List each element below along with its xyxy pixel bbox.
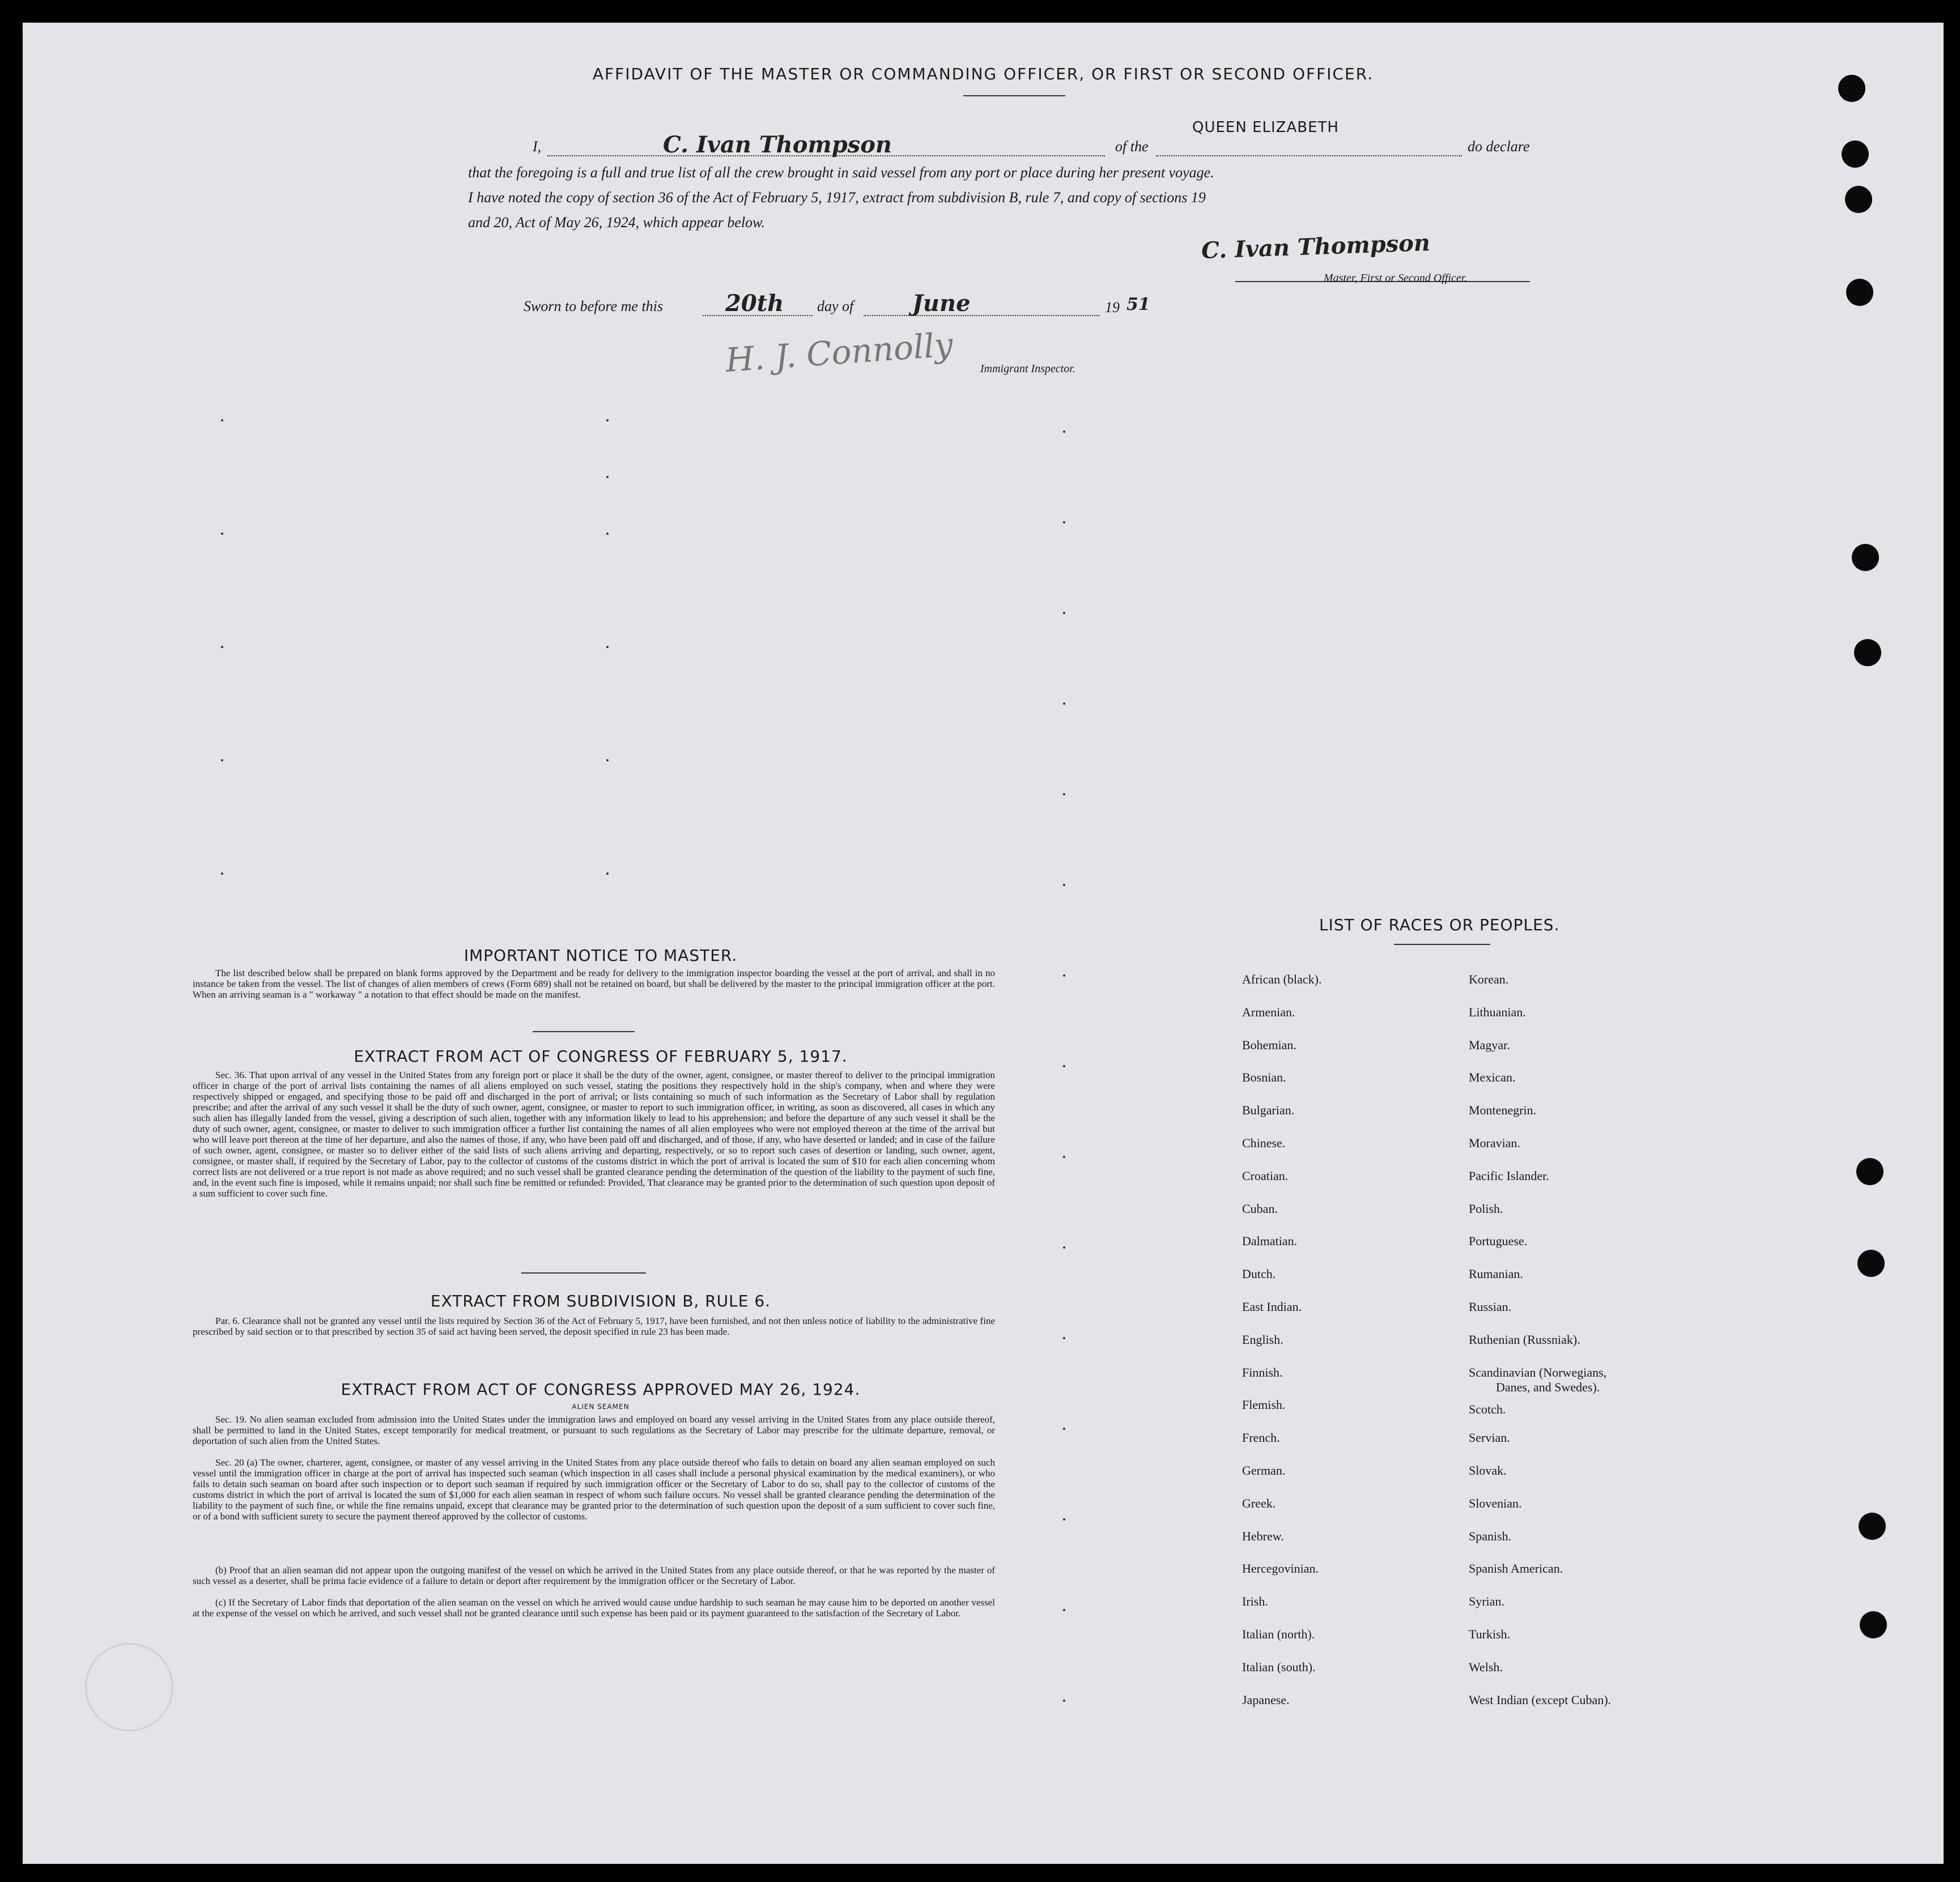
race-item: East Indian. [1242,1300,1302,1314]
race-item: Armenian. [1242,1004,1295,1019]
race-item: Italian (north). [1242,1627,1315,1641]
punch-hole [1846,279,1873,306]
race-item: Moravian. [1469,1136,1521,1150]
race-item: Spanish American. [1469,1561,1563,1576]
section-rule [521,1272,646,1274]
race-item: Lithuanian. [1469,1004,1526,1019]
title-rule [963,95,1065,96]
sworn-month-line [864,315,1099,316]
race-item: Pacific Islander. [1469,1168,1549,1183]
race-item: Italian (south). [1242,1659,1316,1674]
act1924-sec19: Sec. 19. No alien seaman excluded from admission into the United States under the immigration laws and employed on board any vessel arriving in the United States from any place outside thereof, shall be permitted to land in the United States, except temporarily for medical treatment, or pursuant to such regulations as the Secretary of Labor may prescribe for the ultimate departure, removal, or deportation of such alien from the United States. [193,1414,995,1446]
race-item: Mexican. [1469,1070,1516,1085]
act1924-title: EXTRACT FROM ACT OF CONGRESS APPROVED MAY 26, 1924. [341,1380,861,1399]
race-item: Magyar. [1469,1037,1510,1052]
vessel-line [1156,155,1462,156]
race-item: English. [1242,1332,1283,1347]
officer-name: C. Ivan Thompson [663,131,892,158]
race-item: Dutch. [1242,1267,1276,1281]
sworn-day: 20th [725,290,784,317]
races-title: LIST OF RACES OR PEOPLES. [1319,916,1560,934]
race-item: Bulgarian. [1242,1103,1295,1118]
sworn-label: Sworn to before me this [524,298,664,314]
race-item: Greek. [1242,1496,1276,1510]
punch-hole [1856,1158,1884,1185]
race-item: Hercegovinian. [1242,1561,1319,1576]
faint-stamp [85,1643,173,1731]
race-item: Montenegrin. [1469,1103,1537,1118]
master-signature: C. Ivan Thompson [1201,229,1431,265]
race-item: Welsh. [1469,1659,1503,1674]
race-item: Danes, and Swedes). [1496,1379,1600,1394]
vessel-name: QUEEN ELIZABETH [1192,119,1339,136]
act1924-sec20c: (c) If the Secretary of Labor finds that deportation of the alien seaman on the vessel on which he arrived would cause undue hardship to such seaman he may cause him to be deported on another vessel at the expense of the vessel on which he arrived, and such vessel shall not be granted clearance until such expense has been paid or its payment guaranteed to the satisfaction of the Secretary of Labor. [193,1597,995,1619]
race-item: Scotch. [1469,1402,1506,1417]
race-item: Polish. [1469,1201,1503,1216]
punch-hole [1852,544,1879,571]
races-rule [1394,944,1490,945]
affidavit-title: AFFIDAVIT OF THE MASTER OR COMMANDING OFFICER, OR FIRST OR SECOND OFFICER. [592,65,1374,83]
race-item: Dalmatian. [1242,1234,1298,1249]
act1917-title: EXTRACT FROM ACT OF CONGRESS OF FEBRUARY 5, 1917. [354,1047,848,1066]
declaration-line-1: that the foregoing is a full and true list of all the crew brought in said vessel from any port or place during her present voyage. [468,164,1214,181]
race-item: Irish. [1242,1594,1268,1609]
punch-hole [1845,186,1872,213]
race-item: Korean. [1469,972,1509,986]
act1924-subtitle: ALIEN SEAMEN [572,1403,630,1411]
race-item: Ruthenian (Russniak). [1469,1332,1580,1347]
year-prefix: 19 [1105,299,1120,316]
act1917-text: Sec. 36. That upon arrival of any vessel in the United States from any foreign port or place it shall be the duty of the owner, agent, consignee, or master thereof to deliver to the principal immigration officer in charge of the port of arrival lists containing the names of all aliens employed on such vessel, stating the positions they respectively hold in the ship's company, when and where they were respectively shipped or engaged, and specifying those to be paid off and discharged in the port of arrival; or lists containing so much of such information as the Secretary of Labor shall by regulation prescribe; and after the arrival of any such vessel it shall be the duty of such owner, agent, consignee, or master to report to such immigration officer, in writing, as soon as discovered, all cases in which any such alien has illegally landed from the vessel, giving a description of such alien, together with any information likely to lead to his apprehension; and before the departure of any such vessel it shall be the duty of such owner, agent, consignee, or master to deliver to such immigration officer a further list containing the names of all alien employees who were not employed thereon at the time of the arrival but who will leave port thereon at the time of her departure, and also the names of those, if any, who have been paid off and discharged, and of those, if any, who have deserted or landed; and in case of the failure of such owner, agent, consignee, or master so to deliver either of the said lists of such aliens arriving and departing, respectively, or so to report such cases of desertion or landing, such owner, agent, consignee, or master shall, if required by the Secretary of Labor, pay to the collector of customs of the customs district in which the port of arrival is located the sum of $10 for each alien concerning whom correct lists are not delivered or a true report is not made as above required; and no such vessel shall be granted clearance pending the determination of the question of the liability to the payment of such fine, and, in the event such fine is imposed, while it remains unpaid; nor shall such fine be remitted or refunded: Provided, That clearance may be granted prior to the determination of such question upon deposit of a sum sufficient to cover such fine. [193,1070,995,1199]
i-label: I, [533,138,542,155]
race-item: Hebrew. [1242,1528,1284,1543]
race-item: Japanese. [1242,1692,1290,1707]
race-item: Servian. [1469,1430,1510,1445]
race-item: French. [1242,1430,1280,1445]
race-item: Cuban. [1242,1201,1278,1216]
rule6-title: EXTRACT FROM SUBDIVISION B, RULE 6. [430,1292,771,1310]
race-item: Slovak. [1469,1463,1507,1478]
declaration-line-3: and 20, Act of May 26, 1924, which appear below. [468,214,766,231]
race-item: Spanish. [1469,1528,1512,1543]
race-item: Rumanian. [1469,1267,1523,1281]
notice-text: The list described below shall be prepared on blank forms approved by the Department and be ready for delivery to the immigration inspector boarding the vessel at the port of arrival, and shall in no instance be taken from the vessel. The list of changes of alien members of crews (Form 689) shall not be retained on board, but shall be delivered by the master to the principal immigration officer at the port. When an arriving seaman is a " workaway " a notation to that effect should be made on the manifest. [193,968,995,1000]
race-item: Bohemian. [1242,1037,1296,1052]
race-item: Bosnian. [1242,1070,1286,1085]
declaration-line-2: I have noted the copy of section 36 of the Act of February 5, 1917, extract from subdivision B, rule 7, and copy of sections 19 [468,189,1206,206]
year-suffix: 51 [1126,295,1150,314]
of-the-label: of the [1115,138,1149,155]
day-of-label: day of [817,298,854,314]
punch-hole [1859,1513,1886,1540]
race-item: African (black). [1242,972,1322,986]
rule6-text: Par. 6. Clearance shall not be granted any vessel until the lists required by Section 36 of the Act of February 5, 1917, have been furnished, and not then unless notice of liability to the administrative fine prescribed by said section or to that prescribed by section 35 of said act having been served, the deposit specified in rule 23 has been made. [193,1315,995,1337]
race-item: West Indian (except Cuban). [1469,1692,1612,1707]
race-item: Scandinavian (Norwegians, [1469,1365,1607,1379]
inspector-caption: Immigrant Inspector. [980,363,1075,375]
section-rule [533,1031,635,1032]
master-caption: Master, First or Second Officer. [1324,272,1468,284]
race-item: Russian. [1469,1300,1512,1314]
document-scan [23,23,1944,1864]
punch-hole [1854,639,1881,666]
race-item: Slovenian. [1469,1496,1522,1510]
race-item: Syrian. [1469,1594,1504,1609]
race-item: Chinese. [1242,1136,1286,1150]
inspector-signature: H. J. Connolly [724,325,954,380]
act1924-sec20b: (b) Proof that an alien seaman did not appear upon the outgoing manifest of the vessel on which he arrived in the United States from any place outside thereof, or that he was reported by the master of such vessel as a deserter, shall be prima facie evidence of a failure to detain or deport after requirement by the immigration officer or the Secretary of Labor. [193,1565,995,1586]
do-declare-label: do declare [1468,138,1530,155]
notice-title: IMPORTANT NOTICE TO MASTER. [464,946,738,965]
punch-hole [1860,1611,1887,1638]
race-item: German. [1242,1463,1286,1478]
race-item: Flemish. [1242,1398,1286,1412]
race-item: Portuguese. [1469,1234,1528,1249]
race-item: Croatian. [1242,1168,1289,1183]
punch-hole [1857,1250,1885,1277]
act1924-sec20a: Sec. 20 (a) The owner, charterer, agent, consignee, or master of any vessel arriving in the United States from any place outside thereof who fails to detain on board any alien seaman employed on such vessel until the immigration officer in charge at the port of arrival has inspected such seaman (which inspection in all cases shall include a personal physical examination by the medical examiners), or who fails to detain such seaman on board after such inspection or to deport such seaman if required by such immigration officer or the Secretary of Labor to do so, shall pay to the collector of customs of the customs district in which the port of arrival is located the sum of $1,000 for each alien seaman in respect of whom such failure occurs. No vessel shall be granted clearance pending the determination of the liability to the payment of such fine, or while the fine remains unpaid, except that clearance may be granted prior to the determination of such question upon the deposit of a sum sufficient to cover such fine, or of a bond with sufficient surety to secure the payment thereof approved by the collector of customs. [193,1457,995,1522]
race-item: Finnish. [1242,1365,1283,1379]
sworn-month: June [912,290,971,317]
punch-hole [1842,140,1869,168]
race-item: Turkish. [1469,1627,1511,1641]
